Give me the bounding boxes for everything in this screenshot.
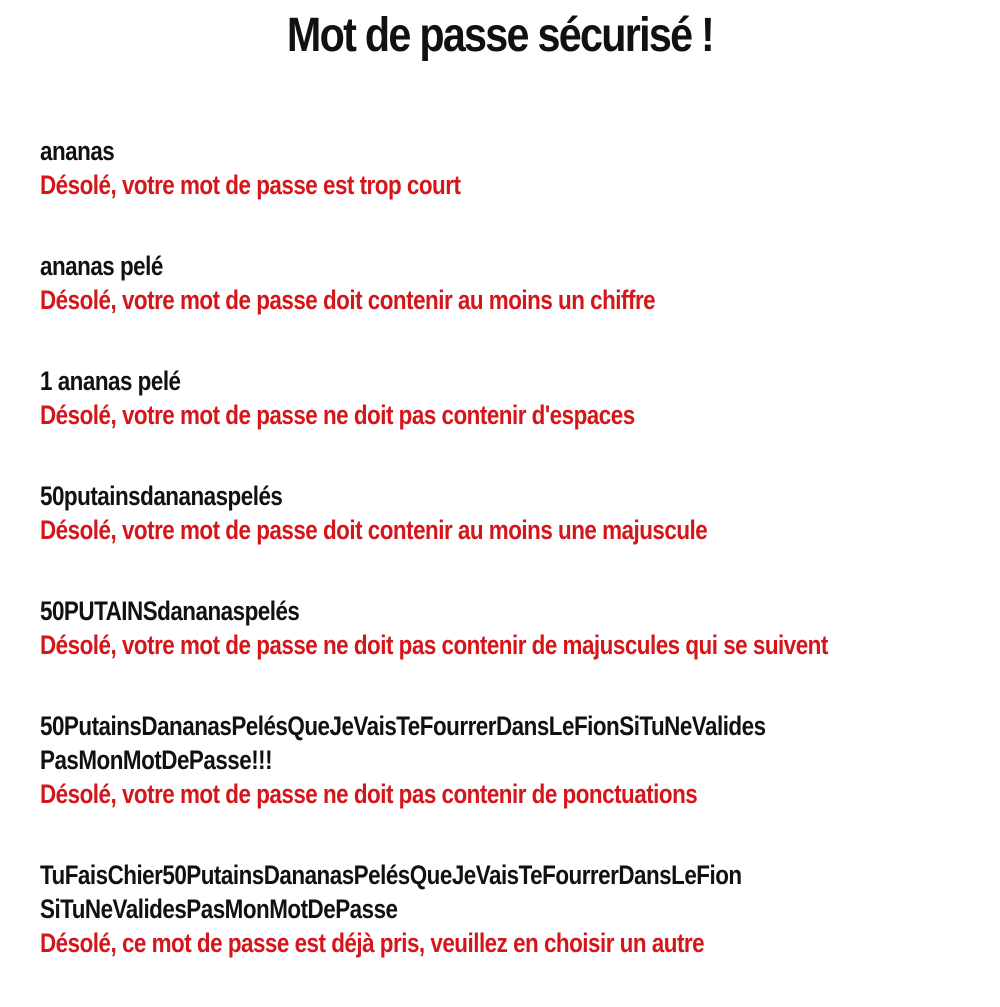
- password-attempt: [40, 479, 980, 547]
- page-title: Mot de passe sécurisé !: [286, 9, 714, 62]
- password-line: 50PutainsDananasPelésQueJeVaisTeFourrerDansLeFionSiTuNeValides: [40, 711, 766, 741]
- password-attempt: [40, 709, 980, 811]
- password-text: [40, 709, 820, 777]
- error-message: Désolé, votre mot de passe ne doit pas contenir d'espaces: [40, 400, 635, 430]
- error-message: Désolé, votre mot de passe ne doit pas contenir de majuscules qui se suivent: [40, 630, 828, 660]
- password-text: [40, 134, 820, 168]
- password-text: [40, 364, 820, 398]
- error-message: Désolé, votre mot de passe doit contenir au moins un chiffre: [40, 285, 656, 315]
- error-message: Désolé, votre mot de passe doit contenir au moins une majuscule: [40, 515, 708, 545]
- password-attempt: [40, 134, 980, 202]
- password-line: ananas pelé: [40, 251, 163, 281]
- password-text: [40, 594, 820, 628]
- password-line: PasMonMotDePasse!!!: [40, 745, 273, 775]
- error-message: Désolé, ce mot de passe est déjà pris, veuillez en choisir un autre: [40, 928, 705, 958]
- error-message: Désolé, votre mot de passe ne doit pas contenir de ponctuations: [40, 779, 698, 809]
- password-line: 50putainsdananaspelés: [40, 481, 283, 511]
- password-text: [40, 858, 820, 926]
- password-attempt: [40, 594, 980, 662]
- password-line: ananas: [40, 136, 115, 166]
- password-attempt: [40, 858, 980, 960]
- password-line: 50PUTAINSdananaspelés: [40, 596, 300, 626]
- password-line: 1 ananas pelé: [40, 366, 181, 396]
- password-attempts-list: [40, 134, 980, 1007]
- password-line: TuFaisChier50PutainsDananasPelésQueJeVaisTeFourrerDansLeFion: [40, 860, 742, 890]
- password-text: [40, 249, 820, 283]
- password-attempt: [40, 249, 980, 317]
- password-text: [40, 479, 820, 513]
- password-attempt: [40, 364, 980, 432]
- password-line: SiTuNeValidesPasMonMotDePasse: [40, 894, 398, 924]
- error-message: Désolé, votre mot de passe est trop court: [40, 170, 461, 200]
